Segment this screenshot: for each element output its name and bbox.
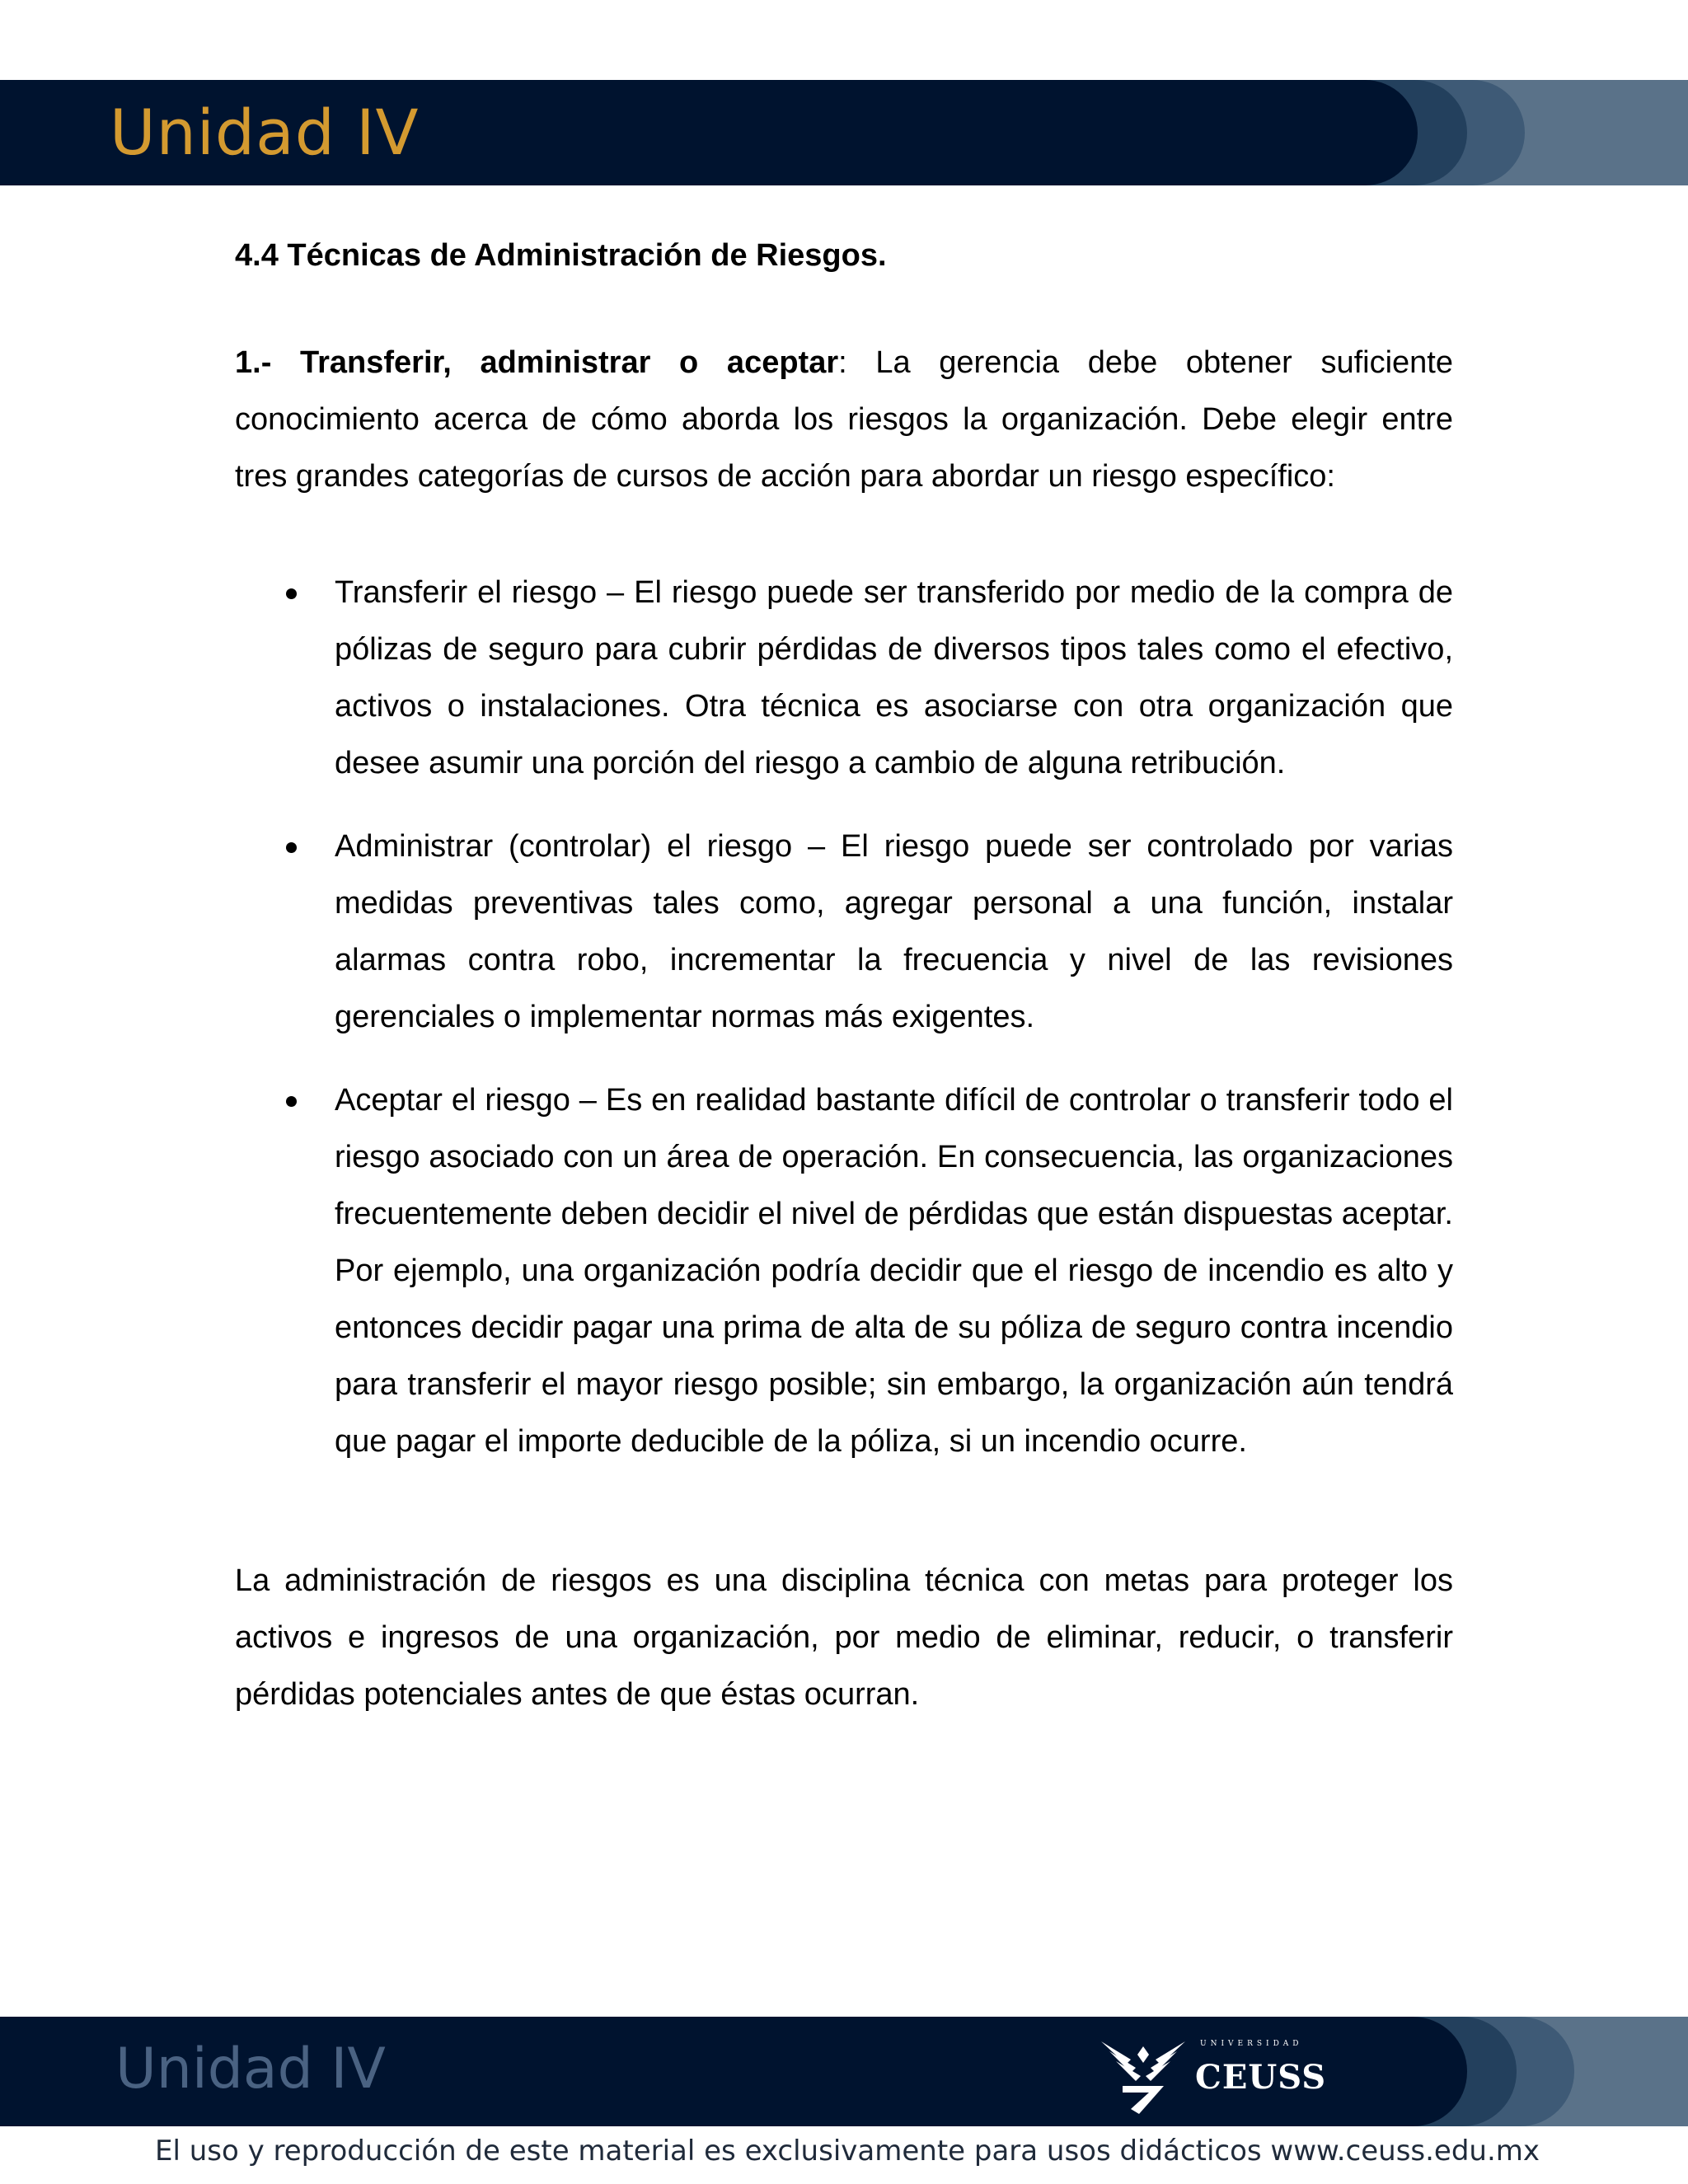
section-title: 4.4 Técnicas de Administración de Riesgos. <box>235 238 887 273</box>
logo-university-label: UNIVERSIDAD <box>1200 2040 1303 2048</box>
intro-lead-bold: 1.- Transferir, administrar o aceptar <box>235 345 839 380</box>
document-body <box>235 231 1453 1723</box>
intro-paragraph <box>235 335 1453 505</box>
list-item-text: Transferir el riesgo – El riesgo puede ser transferido por medio de la compra de pólizas de seguro para cubrir pérdidas de diversos tipos tales como el efectivo, activos o instalaciones. Otra técnica es asociarse con otra organización que desee asumir una porción del riesgo a cambio de alguna retribución. <box>335 575 1453 780</box>
ceuss-logo <box>1098 2035 1337 2117</box>
bullet-icon <box>286 842 297 853</box>
list-item-text: Administrar (controlar) el riesgo – El riesgo puede ser controlado por varias medidas preventivas tales como, agregar personal a una función, instalar alarmas contra robo, incrementar la frecuencia y nivel de las revisiones gerenciales o implementar normas más exigentes. <box>335 829 1453 1034</box>
list-item <box>235 818 1453 1046</box>
bullet-icon <box>286 1096 297 1107</box>
list-item <box>235 1072 1453 1470</box>
list-item-text: Aceptar el riesgo – Es en realidad bastante difícil de controlar o transferir todo el riesgo asociado con un área de operación. En consecuencia, las organizaciones frecuentemente deben decidir el nivel de pérdidas que están dispuestas aceptar. Por ejemplo, una organización podría decidir que el riesgo de incendio es alto y entonces decidir pagar una prima de alta de su póliza de seguro contra incendio para transferir el mayor riesgo posible; sin embargo, la organización aún tendrá que pagar el importe deducible de la póliza, si un incendio ocurre. <box>335 1083 1453 1459</box>
logo-wordmark: CEUSS <box>1195 2058 1327 2097</box>
footer-usage-note: El uso y reproducción de este material es exclusivamente para usos didácticos www.ceuss.edu.mx <box>155 2135 1540 2168</box>
list-item <box>235 565 1453 792</box>
closing-paragraph: La administración de riesgos es una disciplina técnica con metas para proteger los activos e ingresos de una organización, por medio de eliminar, reducir, o transferir pérdidas potenciales antes de que éstas ocurran. <box>235 1563 1453 1712</box>
header-title: Unidad IV <box>110 96 420 169</box>
footer-title: Unidad IV <box>115 2036 386 2102</box>
header-band <box>0 80 1688 185</box>
footer-band <box>0 2017 1688 2126</box>
bullet-icon <box>286 588 297 599</box>
eagle-icon <box>1098 2035 1189 2117</box>
intro-lead-rest: : La gerencia debe obtener suficiente conocimiento acerca de cómo aborda los riesgos la organización. Debe elegir entre tres grandes categorías de cursos de acción para abordar un riesgo específico: <box>235 345 1454 494</box>
strategy-list <box>235 565 1453 1470</box>
